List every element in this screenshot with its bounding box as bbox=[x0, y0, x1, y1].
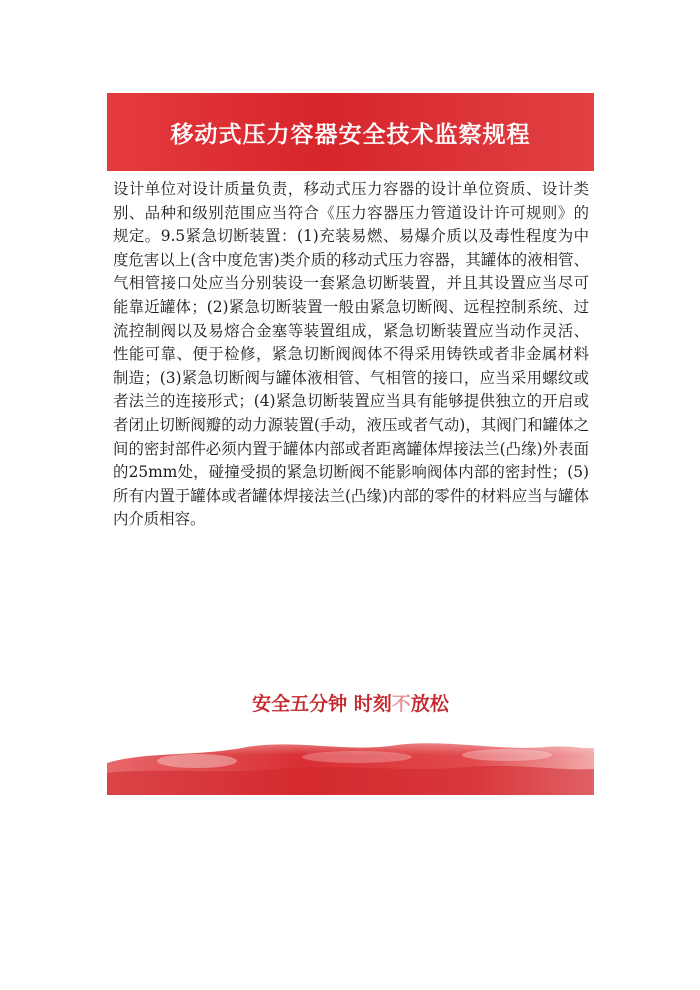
title-banner bbox=[107, 93, 594, 171]
slogan-text-3: 放松 bbox=[410, 693, 449, 715]
brush-stroke-graphic bbox=[107, 733, 594, 795]
page-title: 移动式压力容器安全技术监察规程 bbox=[170, 121, 531, 148]
slogan-text-2: 不 bbox=[391, 693, 411, 715]
safety-slogan bbox=[107, 689, 594, 716]
slogan-text-1: 安全五分钟 时刻 bbox=[252, 693, 392, 715]
decorative-brush-band bbox=[107, 733, 594, 795]
article-paragraph: 设计单位对设计质量负责，移动式压力容器的设计单位资质、设计类别、品种和级别范围应当符合《压力容器压力管道设计许可规则》的规定。9.5紧急切断装置：(1)充装易燃、易爆介质以及毒性程度为中度危害以上(含中度危害)类介质的移动式压力容器，其罐体的液相管、气相管接口处应当分别装设一套紧急切断装置，并且其设置应当尽可能靠近罐体；(2)紧急切断装置一般由紧急切断阀、远程控制系统、过流控制阀以及易熔合金塞等装置组成，紧急切断装置应当动作灵活、性能可靠、便于检修，紧急切断阀阀体不得采用铸铁或者非金属材料制造；(3)紧急切断阀与罐体液相管、气相管的接口，应当采用螺纹或者法兰的连接形式；(4)紧急切断装置应当具有能够提供独立的开启或者闭止切断阀瓣的动力源装置(手动，液压或者气动)，其阀门和罐体之间的密封部件必须内置于罐体内部或者距离罐体焊接法兰(凸缘)外表面的25mm处，碰撞受损的紧急切断阀不能影响阀体内部的密封性；(5)所有内置于罐体或者罐体焊接法兰(凸缘)内部的零件的材料应当与罐体内介质相容。 bbox=[113, 180, 589, 529]
article-body bbox=[113, 178, 589, 532]
